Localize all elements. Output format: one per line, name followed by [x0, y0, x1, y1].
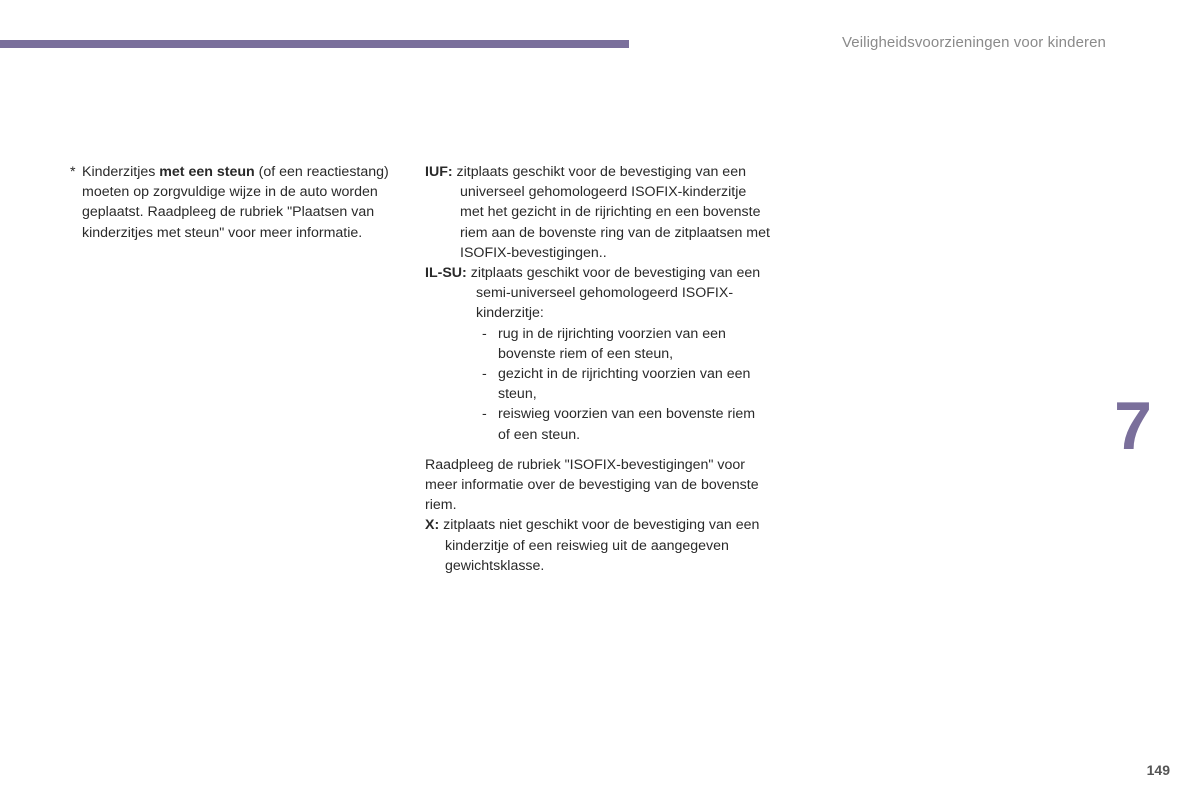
footnote-text-after: (of een reactiestang) moeten op zorgvuldige wijze in de auto worden geplaatst. Raadpleeg de rubriek "Plaatsen van kinderzitjes met steun" voor meer informatie. [82, 164, 389, 241]
list-dash: - [482, 406, 487, 423]
footnote-asterisk: * [70, 164, 76, 180]
definition-x-text: zitplaats niet geschikt voor de bevestiging van een kinderzitje of een reiswieg uit de aangegeven gewichtsklasse. [439, 517, 760, 574]
list-dash: - [482, 325, 487, 342]
list-item [482, 324, 770, 364]
list-dash: - [482, 366, 487, 383]
list-item [482, 364, 770, 404]
il-su-options-list [425, 324, 770, 445]
footnote [70, 162, 410, 243]
list-item [482, 404, 770, 444]
section-title: Veiligheidsvoorzieningen voor kinderen [842, 34, 1106, 51]
term-iuf: IUF: [425, 164, 453, 180]
term-il-su: IL-SU: [425, 265, 467, 282]
term-x: X: [425, 517, 440, 534]
page-number: 149 [1146, 762, 1170, 778]
see-also-paragraph: Raadpleeg de rubriek "ISOFIX-bevestigingen" voor meer informatie over de bevestiging van de bovenste riem. [425, 456, 759, 514]
definition-iuf [425, 162, 770, 263]
chapter-number: 7 [1114, 388, 1152, 464]
definition-il-su [425, 263, 770, 445]
definition-iuf-text: zitplaats geschikt voor de bevestiging van een universeel gehomologeerd ISOFIX-kinderzitje met het gezicht in de rijrichting en een bovenste riem aan de bovenste ring van de zitplaatsen met ISOFIX-bevestigingen.. [452, 164, 770, 261]
list-item-text: rug in de rijrichting voorzien van een bovenste riem of een steun, [498, 325, 726, 362]
footnote-bold: met een steun [159, 164, 255, 180]
footnote-text-before: Kinderzitjes [82, 164, 160, 180]
definition-il-su-text: zitplaats geschikt voor de bevestiging van een semi-universeel gehomologeerd ISOFIX-kinderzitje: [466, 265, 761, 322]
footnote-column [70, 162, 410, 243]
header-accent-bar [0, 40, 629, 48]
definitions-column [425, 162, 770, 576]
list-item-text: gezicht in de rijrichting voorzien van een steun, [498, 366, 751, 403]
definition-x [425, 515, 770, 576]
list-item-text: reiswieg voorzien van een bovenste riem of een steun. [498, 406, 756, 443]
